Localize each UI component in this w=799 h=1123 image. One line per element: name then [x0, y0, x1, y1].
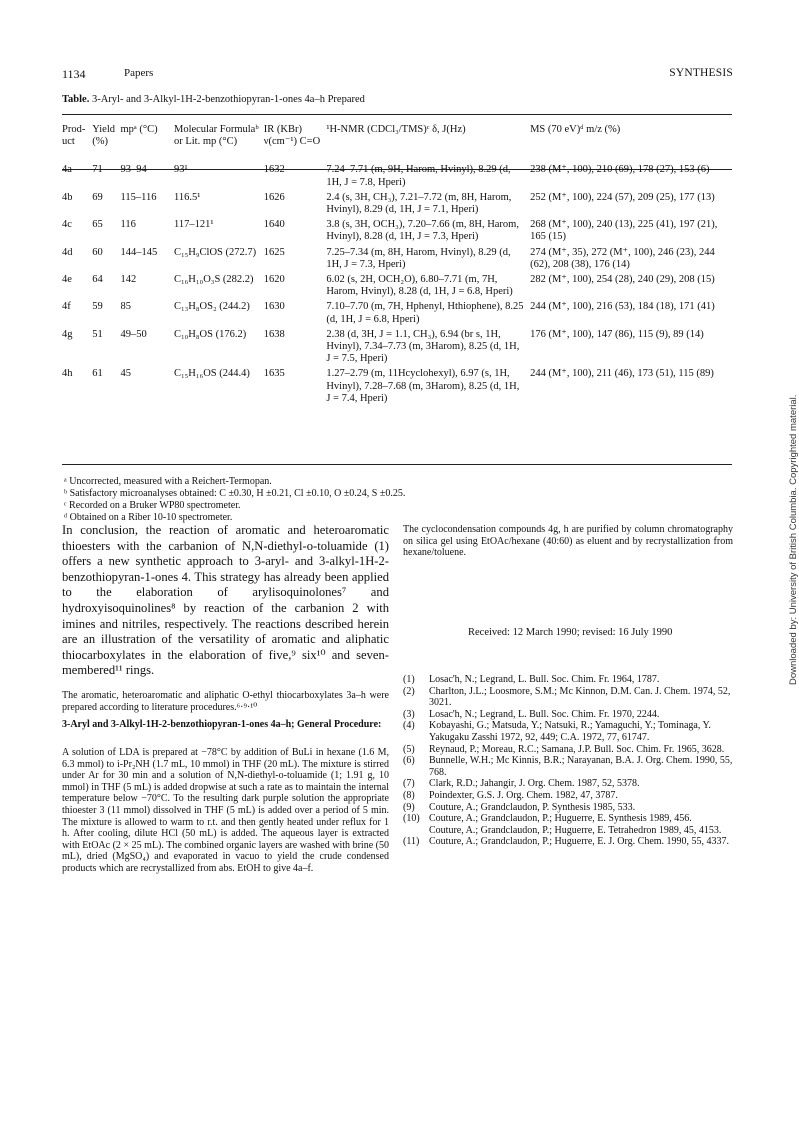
reference-item [403, 709, 735, 721]
col-header-mp: mpᵃ (°C) [120, 124, 158, 135]
footnote-b: ᵇ Satisfactory microanalyses obtained: C ±0.30, H ±0.21, Cl ±0.10, O ±0.24, S ±0.25. [64, 488, 406, 499]
reference-number: (10) [403, 813, 420, 825]
cell-yield: 71 [92, 164, 103, 176]
procedure-text: A solution of LDA is prepared at −78°C by addition of BuLi in hexane (1.6 M, 6.3 mmol) to i-Pr₂NH (1.7 mL, 10 mmol) in THF (20 mL). The mixture is stirred under Ar for 30 min and a solution of N,N-diethyl-o-toluamide (1; 1.91 g, 10 mmol) in THF (5 mL) is added dropwise at such a rate as to maintain the internal temperature below −70°C. To the resulting dark purple solution the appropriate thioester 3 (11 mmol) dissolved in THF (5 mL) is added over a period of 5 min. The mixture is allowed to warm to r.t. and then gently heated under reflux for 1 h. After cooling, dilute HCl (50 mL) is added. The aqueous layer is extracted with EtOAc (2 × 25 mL). The combined organic layers are washed with brine (50 mL), dried (MgSO₄) and evaporated in vacuo to yield the crude condensed products which are recrystallized from abs. EtOH to give 4a–f. [62, 747, 389, 874]
cell-formula: C₁₆H₁₀O₃S (282.2) [173, 274, 254, 286]
reference-item [403, 778, 735, 790]
page-number: 1134 [62, 67, 86, 81]
cell-yield: 69 [92, 191, 103, 203]
reference-number: (7) [403, 778, 415, 790]
cell-product: 4f [62, 301, 71, 313]
cell-formula: C₁₀H₈OS (176.2) [173, 328, 247, 340]
reference-item [403, 825, 735, 837]
cell-product: 4d [62, 246, 73, 258]
cell-ir: 1640 [263, 219, 285, 231]
table-row [62, 189, 732, 216]
reference-text: Poindexter, G.S. J. Org. Chem. 1982, 47, 3787. [429, 789, 618, 801]
reference-text: Charlton, J.L.; Loosmore, S.M.; Mc Kinnon, D.M. Can. J. Chem. 1974, 52, 3021. [429, 685, 731, 709]
col-header-ms: MS (70 eV)ᵈ m/z (%) [530, 124, 621, 135]
received-dates: Received: 12 March 1990; revised: 16 July 1990 [468, 627, 673, 638]
footnote-c: ᶜ Recorded on a Bruker WP80 spectrometer. [64, 500, 241, 511]
cell-ms: 282 (M⁺, 100), 254 (28), 240 (29), 208 (15) [530, 274, 715, 286]
reference-number: (6) [403, 755, 415, 767]
cell-mp: 85 [120, 301, 132, 313]
cell-mp: 93–94 [120, 164, 147, 176]
procedure-heading: 3-Aryl and 3-Alkyl-1H-2-benzothiopyran-1-ones 4a–h; General Procedure: [62, 719, 382, 730]
cell-ir: 1626 [263, 191, 285, 203]
reference-text: Reynaud, P.; Moreau, R.C.; Samana, J.P. Bull. Soc. Chim. Fr. 1965, 3628. [429, 743, 725, 755]
reference-text: Couture, A.; Grandclaudon, P.; Huguerre, E. Synthesis 1989, 456. [429, 813, 692, 825]
cell-yield: 61 [92, 368, 103, 380]
cell-formula: 117–121¹ [173, 219, 214, 231]
cell-nmr: 2.38 (d, 3H, J = 1.1, CH₃), 6.94 (br s, 1H, Hvinyl), 7.34–7.73 (m, 3Harom), 8.25 (d, 1H, J = 7.5, Hperi) [326, 328, 520, 365]
reference-text: Clark, R.D.; Jahangir, J. Org. Chem. 1987, 52, 5378. [429, 778, 640, 790]
cell-ir: 1625 [263, 246, 285, 258]
products-table [62, 124, 732, 405]
reference-item [403, 755, 735, 778]
cell-formula: C₁₃H₈OS₂ (244.2) [173, 301, 250, 313]
footnote-a: ᵃ Uncorrected, measured with a Reichert-Termopan. [64, 476, 272, 487]
table-row [62, 326, 732, 366]
reference-number: (2) [403, 685, 415, 697]
references-list [403, 674, 735, 848]
table-caption: 3-Aryl- and 3-Alkyl-1H-2-benzothiopyran-1-ones 4a–h Prepared [91, 94, 365, 105]
cell-mp: 142 [120, 274, 137, 286]
reference-number: (5) [403, 743, 415, 755]
cell-nmr: 6.02 (s, 2H, OCH₂O), 6.80–7.71 (m, 7H, Harom, Hvinyl), 8.28 (d, 1H, J = 6.8, Hperi) [326, 274, 513, 298]
table-bottom-rule [62, 464, 732, 465]
cell-mp: 116 [120, 219, 136, 231]
reference-item [403, 686, 735, 709]
table-header-row [62, 124, 732, 154]
cell-formula: 93¹ [173, 164, 188, 176]
cell-formula: 116.5¹ [173, 191, 201, 203]
table-row [62, 365, 732, 405]
reference-text: Losac'h, N.; Legrand, L. Bull. Soc. Chim. Fr. 1964, 1787. [429, 674, 660, 685]
cell-ms: 268 (M⁺, 100), 240 (13), 225 (41), 197 (21), 165 (15) [530, 219, 718, 243]
reference-text: Couture, A.; Grandclaudon, P.; Huguerre, E. Tetrahedron 1989, 45, 4153. [429, 824, 722, 836]
cell-product: 4e [62, 274, 72, 286]
section-label: Papers [124, 67, 154, 79]
reference-number: (9) [403, 801, 415, 813]
table-row [62, 298, 732, 325]
reference-item [403, 720, 735, 743]
reference-item [403, 802, 735, 814]
cell-yield: 65 [92, 219, 103, 231]
cell-mp: 144–145 [120, 246, 158, 258]
cell-formula: C₁₅H₁₆OS (244.4) [173, 368, 250, 380]
reference-text: Bunnelle, W.H.; Mc Kinnis, B.R.; Narayanan, B.A. J. Org. Chem. 1990, 55, 768. [429, 755, 733, 778]
cell-nmr: 1.27–2.79 (m, 11Hcyclohexyl), 6.97 (s, 1H, Hvinyl), 7.28–7.68 (m, 3Harom), 8.25 (d, 1H, J = 7.4, Hperi) [326, 368, 520, 404]
conclusion-paragraph: In conclusion, the reaction of aromatic and heteroaromatic thioesters with the carbanion of N,N-diethyl-o-toluamide (1) offers a new synthetic approach to 3-aryl- and 3-alkyl-1H-2-benzothiopyran-1-ones 4. This strategy has already been applied to the elaboration of arylisoquinolones⁷ and hydroxyisoquinolines⁸ by reaction of the carbanion 2 with imines and nitriles, respectively. The reactions described herein are an illustration of the versatility of aromatic and aliphatic thiocarboxylates in the elaboration of five,⁹ six¹⁰ and seven-membered¹¹ rings. [62, 523, 389, 678]
reference-text: Couture, A.; Grandclaudon, P.; Huguerre, E. J. Org. Chem. 1990, 55, 4337. [429, 836, 730, 848]
cell-ms: 176 (M⁺, 100), 147 (86), 115 (9), 89 (14) [530, 328, 704, 340]
cell-yield: 64 [92, 274, 103, 286]
cell-yield: 51 [92, 328, 103, 340]
col-header-nmr: ¹H-NMR (CDCl₃/TMS)ᶜ δ, J(Hz) [326, 124, 466, 135]
cell-ir: 1632 [263, 164, 285, 176]
cell-ms: 244 (M⁺, 100), 211 (46), 173 (51), 115 (89) [530, 368, 714, 380]
reference-text: Couture, A.; Grandclaudon, P. Synthesis 1985, 533. [429, 801, 636, 813]
cell-nmr: 7.10–7.70 (m, 7H, Hphenyl, Hthiophene), 8.25 (d, 1H, J = 6.8, Hperi) [326, 301, 524, 325]
reference-number: (4) [403, 720, 415, 732]
table-row [62, 216, 732, 243]
table-title [62, 94, 365, 105]
cell-mp: 45 [120, 368, 132, 380]
cell-ms: 244 (M⁺, 100), 216 (53), 184 (18), 171 (41) [530, 301, 715, 313]
col-header-yield: Yield (%) [92, 124, 115, 148]
cell-nmr: 2.4 (s, 3H, CH₃), 7.21–7.72 (m, 8H, Harom, Hvinyl), 8.29 (d, 1H, J = 7.1, Hperi) [326, 191, 512, 216]
reference-item [403, 813, 735, 825]
reference-text: Losac'h, N.; Legrand, L. Bull. Soc. Chim. Fr. 1970, 2244. [429, 708, 660, 720]
cell-product: 4a [62, 164, 72, 176]
table-label: Table. [62, 94, 90, 105]
cell-yield: 60 [92, 246, 103, 258]
table-row [62, 271, 732, 298]
reference-number: (8) [403, 789, 415, 801]
cell-ir: 1630 [263, 301, 285, 313]
col-header-product: Prod-uct [62, 124, 86, 148]
cell-ms: 252 (M⁺, 100), 224 (57), 209 (25), 177 (13) [530, 191, 715, 203]
col-header-ir: IR (KBr) ν(cm⁻¹) C=O [263, 124, 321, 148]
cell-ir: 1635 [263, 368, 285, 380]
cell-ms: 238 (M⁺, 100), 210 (69), 178 (27), 153 (6) [530, 164, 710, 176]
cell-mp: 49–50 [120, 328, 147, 340]
journal-name: SYNTHESIS [669, 67, 733, 79]
table-top-rule [62, 114, 732, 115]
reference-item [403, 674, 735, 686]
table-row [62, 154, 732, 188]
watermark-text: Downloaded by: University of British Columbia. Copyrighted material. [788, 394, 799, 685]
cell-product: 4b [62, 191, 73, 203]
download-watermark [776, 345, 799, 685]
cell-product: 4g [62, 328, 73, 340]
footnote-d: ᵈ Obtained on a Riber 10-10 spectrometer. [64, 512, 233, 523]
table-row [62, 244, 732, 271]
cell-nmr: 7.24–7.71 (m, 9H, Harom, Hvinyl), 8.29 (d, 1H, J = 7.8, Hperi) [326, 164, 511, 188]
reference-number: (1) [403, 674, 415, 685]
cell-formula: C₁₅H₉ClOS (272.7) [173, 246, 257, 258]
cell-product: 4h [62, 368, 73, 380]
cell-nmr: 3.8 (s, 3H, OCH₃), 7.20–7.66 (m, 8H, Harom, Hvinyl), 8.28 (d, 1H, J = 7.3, Hperi) [326, 219, 519, 243]
cell-mp: 115–116 [120, 191, 157, 203]
cell-ir: 1638 [263, 328, 285, 340]
reference-item [403, 744, 735, 756]
reference-item [403, 790, 735, 802]
purification-note: The cyclocondensation compounds 4g, h are purified by column chromatography on silica gel using EtOAc/hexane (40:60) as eluent and by recrystallization from hexane/toluene. [403, 524, 733, 559]
thioesters-note: The aromatic, heteroaromatic and aliphatic O-ethyl thiocarboxylates 3a–h were prepared according to literature procedures.⁶·⁹·¹⁰ [62, 690, 389, 713]
reference-number: (11) [403, 836, 420, 848]
cell-ir: 1620 [263, 274, 285, 286]
reference-text: Kobayashi, G.; Matsuda, Y.; Natsuki, R.; Yamaguchi, Y.; Tominaga, Y. Yakugaku Zasshi 1972, 92, 449; C.A. 1972, 77, 61747. [429, 720, 711, 743]
reference-item [403, 836, 735, 848]
col-header-formula: Molecular Formulaᵇ or Lit. mp (°C) [173, 124, 259, 148]
cell-nmr: 7.25–7.34 (m, 8H, Harom, Hvinyl), 8.29 (d, 1H, J = 7.3, Hperi) [326, 246, 511, 270]
cell-yield: 59 [92, 301, 103, 313]
reference-number: (3) [403, 708, 415, 720]
cell-product: 4c [62, 219, 72, 231]
cell-ms: 274 (M⁺, 35), 272 (M⁺, 100), 246 (23), 244 (62), 208 (38), 176 (14) [530, 246, 715, 270]
